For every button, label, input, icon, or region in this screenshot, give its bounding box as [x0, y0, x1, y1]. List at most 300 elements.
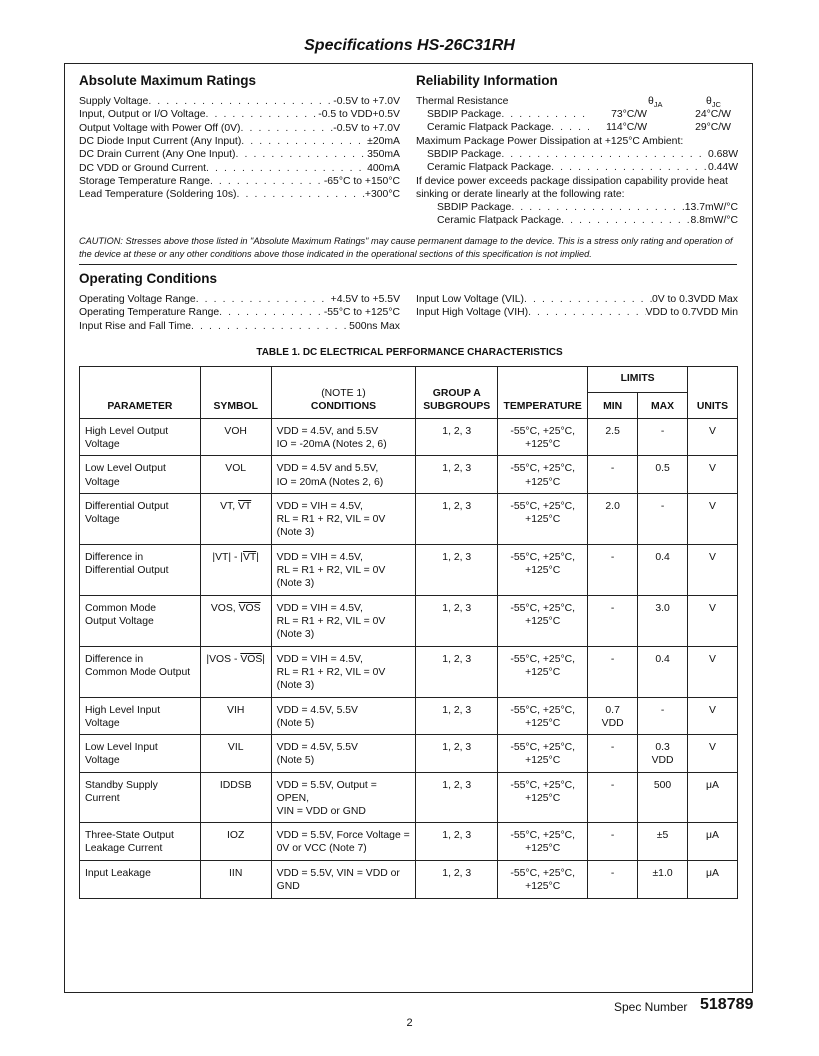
parameter-line: Common Mode Output	[85, 667, 191, 679]
temperature-line: +125°C	[525, 439, 561, 451]
col-conditions-label: CONDITIONS	[310, 400, 377, 412]
input-level-value: 0V to 0.3VDD Max	[651, 294, 738, 305]
symbol-cell	[200, 697, 271, 734]
table-row	[80, 861, 738, 899]
parameter-cell	[80, 419, 201, 456]
units-text: V	[709, 653, 716, 665]
parameter-cell	[80, 456, 201, 493]
units-text: V	[709, 426, 716, 437]
units-cell	[688, 697, 738, 734]
col-group-a: GROUP A	[432, 387, 481, 399]
derate-flatpack-row	[437, 214, 738, 227]
condition-line: VDD = 5.5V, Force Voltage =	[276, 830, 410, 842]
derate-sbdip-value: 13.7mW/°C	[684, 202, 738, 213]
min-cell	[588, 772, 638, 823]
temperature-line: +125°C	[525, 881, 561, 893]
table-row	[80, 456, 738, 493]
col-subgroups	[416, 367, 498, 419]
units-text: V	[709, 500, 716, 512]
subgroups-text: 1, 2, 3	[442, 551, 472, 563]
max-text: 0.4	[655, 653, 670, 665]
min-text: -	[610, 602, 615, 614]
abs-max-label: DC Diode Input Current (Any Input)	[79, 135, 242, 147]
units-cell	[688, 419, 738, 456]
temperature-line: +125°C	[525, 476, 561, 488]
condition-line: (Note 3)	[276, 527, 315, 539]
parameter-cell	[80, 493, 201, 544]
derate-sbdip-row	[437, 201, 738, 214]
power-sbdip-value: 0.68W	[707, 149, 738, 160]
thermal-flatpack-ja: 114°C/W	[606, 122, 647, 133]
conditions-cell	[271, 544, 416, 595]
temperature-line: +125°C	[525, 514, 561, 526]
subgroups-cell	[416, 456, 498, 493]
conditions-cell	[271, 823, 416, 861]
subgroups-text: 1, 2, 3	[442, 463, 472, 475]
symbol-cell	[200, 646, 271, 697]
subgroups-cell	[416, 735, 498, 772]
units-cell	[688, 493, 738, 544]
max-cell	[638, 419, 688, 456]
min-cell	[588, 823, 638, 861]
parameter-line: Difference in	[85, 551, 144, 563]
subgroups-text: 1, 2, 3	[442, 868, 472, 880]
max-text: 0.3 VDD	[651, 742, 674, 767]
table-row	[80, 772, 738, 823]
temperature-line: +125°C	[525, 755, 561, 767]
abs-max-label: DC Drain Current (Any One Input)	[79, 149, 236, 161]
temperature-line: +125°C	[525, 667, 561, 679]
parameter-line: Voltage	[85, 755, 120, 767]
parameter-line: Input Leakage	[85, 868, 151, 880]
thermal-resistance-label: Thermal Resistance	[416, 96, 509, 107]
condition-line: RL = R1 + R2, VIL = 0V	[276, 565, 386, 577]
condition-line: IO = 20mA (Notes 2, 6)	[276, 476, 384, 488]
max-text: -	[660, 500, 665, 512]
condition-line: (Note 5)	[276, 755, 315, 767]
parameter-line: Differential Output	[85, 565, 169, 577]
condition-line: VDD = 5.5V, Output = OPEN,	[276, 779, 377, 804]
symbol-cell	[200, 456, 271, 493]
condition-line: VDD = VIH = 4.5V,	[276, 551, 363, 563]
table-row	[80, 419, 738, 456]
max-power-label: Maximum Package Power Dissipation at +125°C Ambient:	[416, 136, 684, 147]
thermal-sbdip-ja: 73°C/W	[611, 109, 647, 120]
abs-max-value: -65°C to +150°C	[323, 175, 400, 187]
temperature-cell	[498, 544, 588, 595]
operating-row	[79, 306, 400, 319]
temperature-line: +125°C	[525, 843, 561, 855]
symbol-cell	[200, 595, 271, 646]
temperature-cell	[498, 419, 588, 456]
max-cell	[638, 772, 688, 823]
subgroups-text: 1, 2, 3	[442, 779, 472, 791]
col-units: UNITS	[688, 367, 738, 419]
operating-label: Operating Temperature Range	[79, 307, 220, 319]
parameter-cell	[80, 735, 201, 772]
condition-line: VDD = VIH = 4.5V,	[276, 602, 363, 614]
min-text: -	[610, 742, 615, 754]
units-text: V	[709, 602, 716, 614]
min-cell	[588, 697, 638, 734]
symbol-text: IDDSB	[219, 779, 252, 791]
dc-characteristics-table	[79, 366, 738, 899]
units-text: μA	[706, 868, 719, 880]
subgroups-text: 1, 2, 3	[442, 742, 472, 754]
temperature-cell	[498, 861, 588, 899]
conditions-cell	[271, 419, 416, 456]
parameter-line: Low Level Input	[85, 742, 158, 754]
max-cell	[638, 823, 688, 861]
units-cell	[688, 544, 738, 595]
temperature-cell	[498, 493, 588, 544]
conditions-cell	[271, 861, 416, 899]
min-cell	[588, 493, 638, 544]
temperature-cell	[498, 456, 588, 493]
parameter-line: Output Voltage	[85, 616, 154, 628]
max-text: -	[660, 704, 665, 716]
table-row	[80, 823, 738, 861]
temperature-cell	[498, 823, 588, 861]
parameter-cell	[80, 697, 201, 734]
subgroups-cell	[416, 595, 498, 646]
table-row	[80, 595, 738, 646]
temperature-line: -55°C, +25°C,	[510, 704, 576, 716]
table-row	[80, 697, 738, 734]
condition-line: RL = R1 + R2, VIL = 0V	[276, 616, 386, 628]
subgroups-text: 1, 2, 3	[442, 602, 472, 614]
parameter-cell	[80, 646, 201, 697]
max-text: 500	[653, 779, 672, 791]
thermal-sbdip-jc: 24°C/W	[695, 109, 731, 120]
subgroups-cell	[416, 544, 498, 595]
temperature-line: -55°C, +25°C,	[510, 742, 576, 754]
symbol-cell	[200, 861, 271, 899]
derate-text-1: If device power exceeds package dissipation capability provide heat	[416, 176, 728, 187]
symbol-text: VOL	[225, 463, 247, 475]
parameter-line: Voltage	[85, 476, 120, 488]
operating-value: -55°C to +125°C	[323, 307, 400, 319]
parameter-cell	[80, 544, 201, 595]
condition-line: VDD = 4.5V, and 5.5V	[276, 426, 379, 437]
subgroups-text: 1, 2, 3	[442, 426, 472, 437]
subgroups-cell	[416, 823, 498, 861]
units-cell	[688, 646, 738, 697]
parameter-line: Leakage Current	[85, 843, 163, 855]
subgroups-text: 1, 2, 3	[442, 653, 472, 665]
temperature-cell	[498, 646, 588, 697]
parameter-line: Voltage	[85, 439, 120, 451]
max-text: ±5	[656, 830, 669, 842]
parameter-line: Voltage	[85, 514, 120, 526]
temperature-line: -55°C, +25°C,	[510, 602, 576, 614]
condition-line: GND	[276, 881, 300, 893]
condition-line: (Note 5)	[276, 718, 315, 730]
col-conditions-note: (NOTE 1)	[321, 387, 366, 399]
symbol-cell	[200, 544, 271, 595]
col-max: MAX	[638, 393, 688, 419]
min-text: -	[610, 551, 615, 563]
subgroups-cell	[416, 419, 498, 456]
abs-max-row	[79, 188, 400, 201]
temperature-line: +125°C	[525, 792, 561, 804]
abs-max-value: -0.5V to +7.0V	[333, 122, 400, 134]
symbol-cell	[200, 823, 271, 861]
max-cell	[638, 493, 688, 544]
thermal-flatpack-row	[427, 121, 647, 134]
units-text: μA	[706, 779, 719, 791]
min-cell	[588, 861, 638, 899]
input-level-row	[416, 306, 738, 319]
temperature-line: -55°C, +25°C,	[510, 426, 576, 437]
spec-number: 518789	[700, 996, 754, 1013]
symbol-text: VOS, $\overline{VOS}$	[210, 602, 261, 614]
derate-flatpack-label: Ceramic Flatpack Package	[437, 215, 562, 226]
power-sbdip-row	[427, 148, 738, 161]
symbol-text: VT, $\overline{VT}$	[220, 500, 252, 512]
max-text: 3.0	[655, 602, 670, 614]
subgroups-text: 1, 2, 3	[442, 830, 472, 842]
condition-line: VDD = 4.5V and 5.5V,	[276, 463, 379, 475]
temperature-line: -55°C, +25°C,	[510, 830, 576, 842]
temperature-line: -55°C, +25°C,	[510, 868, 576, 880]
abs-max-value: 400mA	[367, 162, 400, 174]
power-flatpack-row	[427, 161, 738, 174]
abs-max-value: -0.5 to VDD+0.5V	[318, 109, 400, 121]
parameter-line: Current	[85, 792, 120, 804]
subgroups-cell	[416, 772, 498, 823]
abs-max-label: Output Voltage with Power Off (0V)	[79, 122, 241, 134]
condition-line: VDD = VIH = 4.5V,	[276, 500, 363, 512]
derate-sbdip-label: SBDIP Package	[437, 202, 512, 213]
conditions-cell	[271, 697, 416, 734]
theta-ja-header: $\theta_{JA}$	[648, 96, 663, 110]
symbol-text: IIN	[229, 868, 243, 880]
temperature-line: +125°C	[525, 616, 561, 628]
table-row	[80, 646, 738, 697]
abs-max-label: DC VDD or Ground Current	[79, 162, 207, 174]
input-level-row	[416, 293, 738, 306]
min-cell	[588, 735, 638, 772]
max-cell	[638, 735, 688, 772]
col-conditions	[271, 367, 416, 419]
temperature-cell	[498, 735, 588, 772]
min-text: -	[610, 868, 615, 880]
temperature-line: -55°C, +25°C,	[510, 779, 576, 791]
symbol-text: VIH	[227, 704, 245, 716]
max-text: -	[660, 426, 665, 437]
abs-max-row	[79, 108, 400, 121]
subgroups-cell	[416, 493, 498, 544]
subgroups-cell	[416, 697, 498, 734]
conditions-cell	[271, 595, 416, 646]
units-cell	[688, 456, 738, 493]
abs-max-row	[79, 175, 400, 188]
condition-line: VDD = 4.5V, 5.5V	[276, 704, 358, 716]
input-level-label: Input Low Voltage (VIL)	[416, 294, 525, 305]
table-row	[80, 735, 738, 772]
condition-line: VDD = 4.5V, 5.5V	[276, 742, 358, 754]
min-text: 2.5	[605, 426, 620, 437]
abs-max-value: -0.5V to +7.0V	[333, 96, 400, 107]
temperature-line: -55°C, +25°C,	[510, 500, 576, 512]
derate-text-2: sinking or derate linearly at the following rate:	[416, 189, 625, 200]
symbol-text: $|VT| - |\overline{VT}|$	[212, 551, 259, 563]
temperature-cell	[498, 697, 588, 734]
abs-max-row	[79, 148, 400, 161]
condition-line: VDD = 5.5V, VIN = VDD or	[276, 868, 400, 880]
page-number: 2	[406, 1017, 413, 1029]
symbol-cell	[200, 493, 271, 544]
section-divider	[79, 264, 737, 265]
max-text: 0.5	[655, 463, 670, 475]
parameter-cell	[80, 861, 201, 899]
temperature-line: -55°C, +25°C,	[510, 653, 576, 665]
conditions-cell	[271, 735, 416, 772]
temperature-line: +125°C	[525, 565, 561, 577]
symbol-cell	[200, 419, 271, 456]
caution-note: CAUTION: Stresses above those listed in "Absolute Maximum Ratings" may cause permanent damage to the device. This is a stress only rating and operation of the device at these or any other conditions above those indicated in the operational sections of this specification is not implied.	[79, 236, 733, 259]
min-cell	[588, 595, 638, 646]
operating-row	[79, 293, 400, 306]
abs-max-value: ±20mA	[367, 135, 400, 147]
min-text: 0.7 VDD	[601, 704, 624, 730]
units-cell	[688, 595, 738, 646]
abs-max-label: Storage Temperature Range	[79, 175, 210, 187]
parameter-line: Differential Output	[85, 500, 169, 512]
units-text: V	[709, 742, 716, 754]
max-cell	[638, 646, 688, 697]
parameter-line: Difference in	[85, 653, 144, 665]
parameter-line: High Level Input	[85, 704, 161, 716]
symbol-text: VOH	[224, 426, 247, 437]
parameter-line: High Level Output	[85, 426, 169, 437]
min-cell	[588, 456, 638, 493]
derate-flatpack-value: 8.8mW/°C	[690, 215, 738, 226]
parameter-cell	[80, 595, 201, 646]
condition-line: (Note 3)	[276, 629, 315, 641]
input-level-value: VDD to 0.7VDD Min	[645, 307, 738, 319]
max-cell	[638, 595, 688, 646]
parameter-cell	[80, 823, 201, 861]
max-cell	[638, 456, 688, 493]
condition-line: VIN = VDD or GND	[276, 806, 366, 818]
max-text: 0.4	[655, 551, 670, 563]
subgroups-cell	[416, 646, 498, 697]
symbol-cell	[200, 772, 271, 823]
parameter-line: Common Mode	[85, 602, 157, 614]
conditions-cell	[271, 772, 416, 823]
symbol-text: IOZ	[227, 830, 245, 842]
subgroups-cell	[416, 861, 498, 899]
units-text: V	[709, 463, 716, 475]
abs-max-row	[79, 95, 400, 108]
col-parameter: PARAMETER	[80, 367, 201, 419]
temperature-line: -55°C, +25°C,	[510, 463, 576, 475]
units-cell	[688, 772, 738, 823]
conditions-cell	[271, 456, 416, 493]
temperature-line: +125°C	[525, 718, 561, 730]
units-cell	[688, 861, 738, 899]
abs-max-value: 350mA	[367, 149, 400, 161]
abs-max-label: Lead Temperature (Soldering 10s)	[79, 189, 237, 201]
col-limits: LIMITS	[588, 367, 688, 393]
abs-max-row	[79, 162, 400, 175]
condition-line: IO = -20mA (Notes 2, 6)	[276, 439, 387, 451]
parameter-line: Low Level Output	[85, 463, 166, 475]
min-cell	[588, 646, 638, 697]
thermal-sbdip-row	[427, 108, 647, 121]
table-row	[80, 544, 738, 595]
thermal-flatpack-jc: 29°C/W	[695, 122, 731, 133]
abs-max-label: Input, Output or I/O Voltage	[79, 109, 206, 121]
condition-line: RL = R1 + R2, VIL = 0V	[276, 514, 386, 526]
col-symbol: SYMBOL	[200, 367, 271, 419]
condition-line: 0V or VCC (Note 7)	[276, 843, 367, 855]
parameter-line: Voltage	[85, 718, 120, 730]
min-text: -	[610, 463, 615, 475]
units-cell	[688, 735, 738, 772]
power-flatpack-value: 0.44W	[707, 162, 738, 173]
abs-max-value: +300°C	[364, 189, 400, 201]
power-flatpack-label: Ceramic Flatpack Package	[427, 162, 552, 173]
max-cell	[638, 697, 688, 734]
operating-value: 500ns Max	[349, 320, 400, 332]
subgroups-text: 1, 2, 3	[442, 704, 472, 716]
symbol-text: $|VOS - \overline{VOS}|$	[206, 653, 265, 665]
temperature-line: -55°C, +25°C,	[510, 551, 576, 563]
input-level-label: Input High Voltage (VIH)	[416, 307, 529, 319]
spec-number-label: Spec Number	[614, 1000, 688, 1014]
temperature-cell	[498, 772, 588, 823]
thermal-sbdip-label: SBDIP Package	[427, 109, 502, 120]
operating-title: Operating Conditions	[79, 271, 217, 286]
symbol-text: VIL	[227, 742, 244, 754]
abs-max-row	[79, 135, 400, 148]
min-cell	[588, 544, 638, 595]
temperature-cell	[498, 595, 588, 646]
condition-line: (Note 3)	[276, 578, 315, 590]
min-text: -	[610, 830, 615, 842]
thermal-flatpack-label: Ceramic Flatpack Package	[427, 122, 552, 133]
min-text: -	[610, 779, 615, 791]
condition-line: RL = R1 + R2, VIL = 0V	[276, 667, 386, 679]
col-temperature: TEMPERATURE	[498, 367, 588, 419]
conditions-cell	[271, 646, 416, 697]
max-cell	[638, 861, 688, 899]
col-min: MIN	[588, 393, 638, 419]
table-row	[80, 493, 738, 544]
subgroups-text: 1, 2, 3	[442, 500, 472, 512]
condition-line: VDD = VIH = 4.5V,	[276, 653, 363, 665]
parameter-line: Three-State Output	[85, 830, 174, 842]
units-text: V	[709, 551, 716, 563]
parameter-line: Standby Supply	[85, 779, 158, 791]
abs-max-row	[79, 122, 400, 135]
condition-line: (Note 3)	[276, 680, 315, 692]
min-cell	[588, 419, 638, 456]
page-title: Specifications HS-26C31RH	[304, 37, 515, 54]
table-title: TABLE 1. DC ELECTRICAL PERFORMANCE CHARACTERISTICS	[256, 347, 563, 358]
conditions-cell	[271, 493, 416, 544]
parameter-cell	[80, 772, 201, 823]
min-text: -	[610, 653, 615, 665]
reliability-title: Reliability Information	[416, 73, 558, 88]
units-cell	[688, 823, 738, 861]
operating-label: Operating Voltage Range	[79, 294, 196, 305]
abs-max-title: Absolute Maximum Ratings	[79, 73, 257, 88]
units-text: μA	[706, 830, 719, 842]
